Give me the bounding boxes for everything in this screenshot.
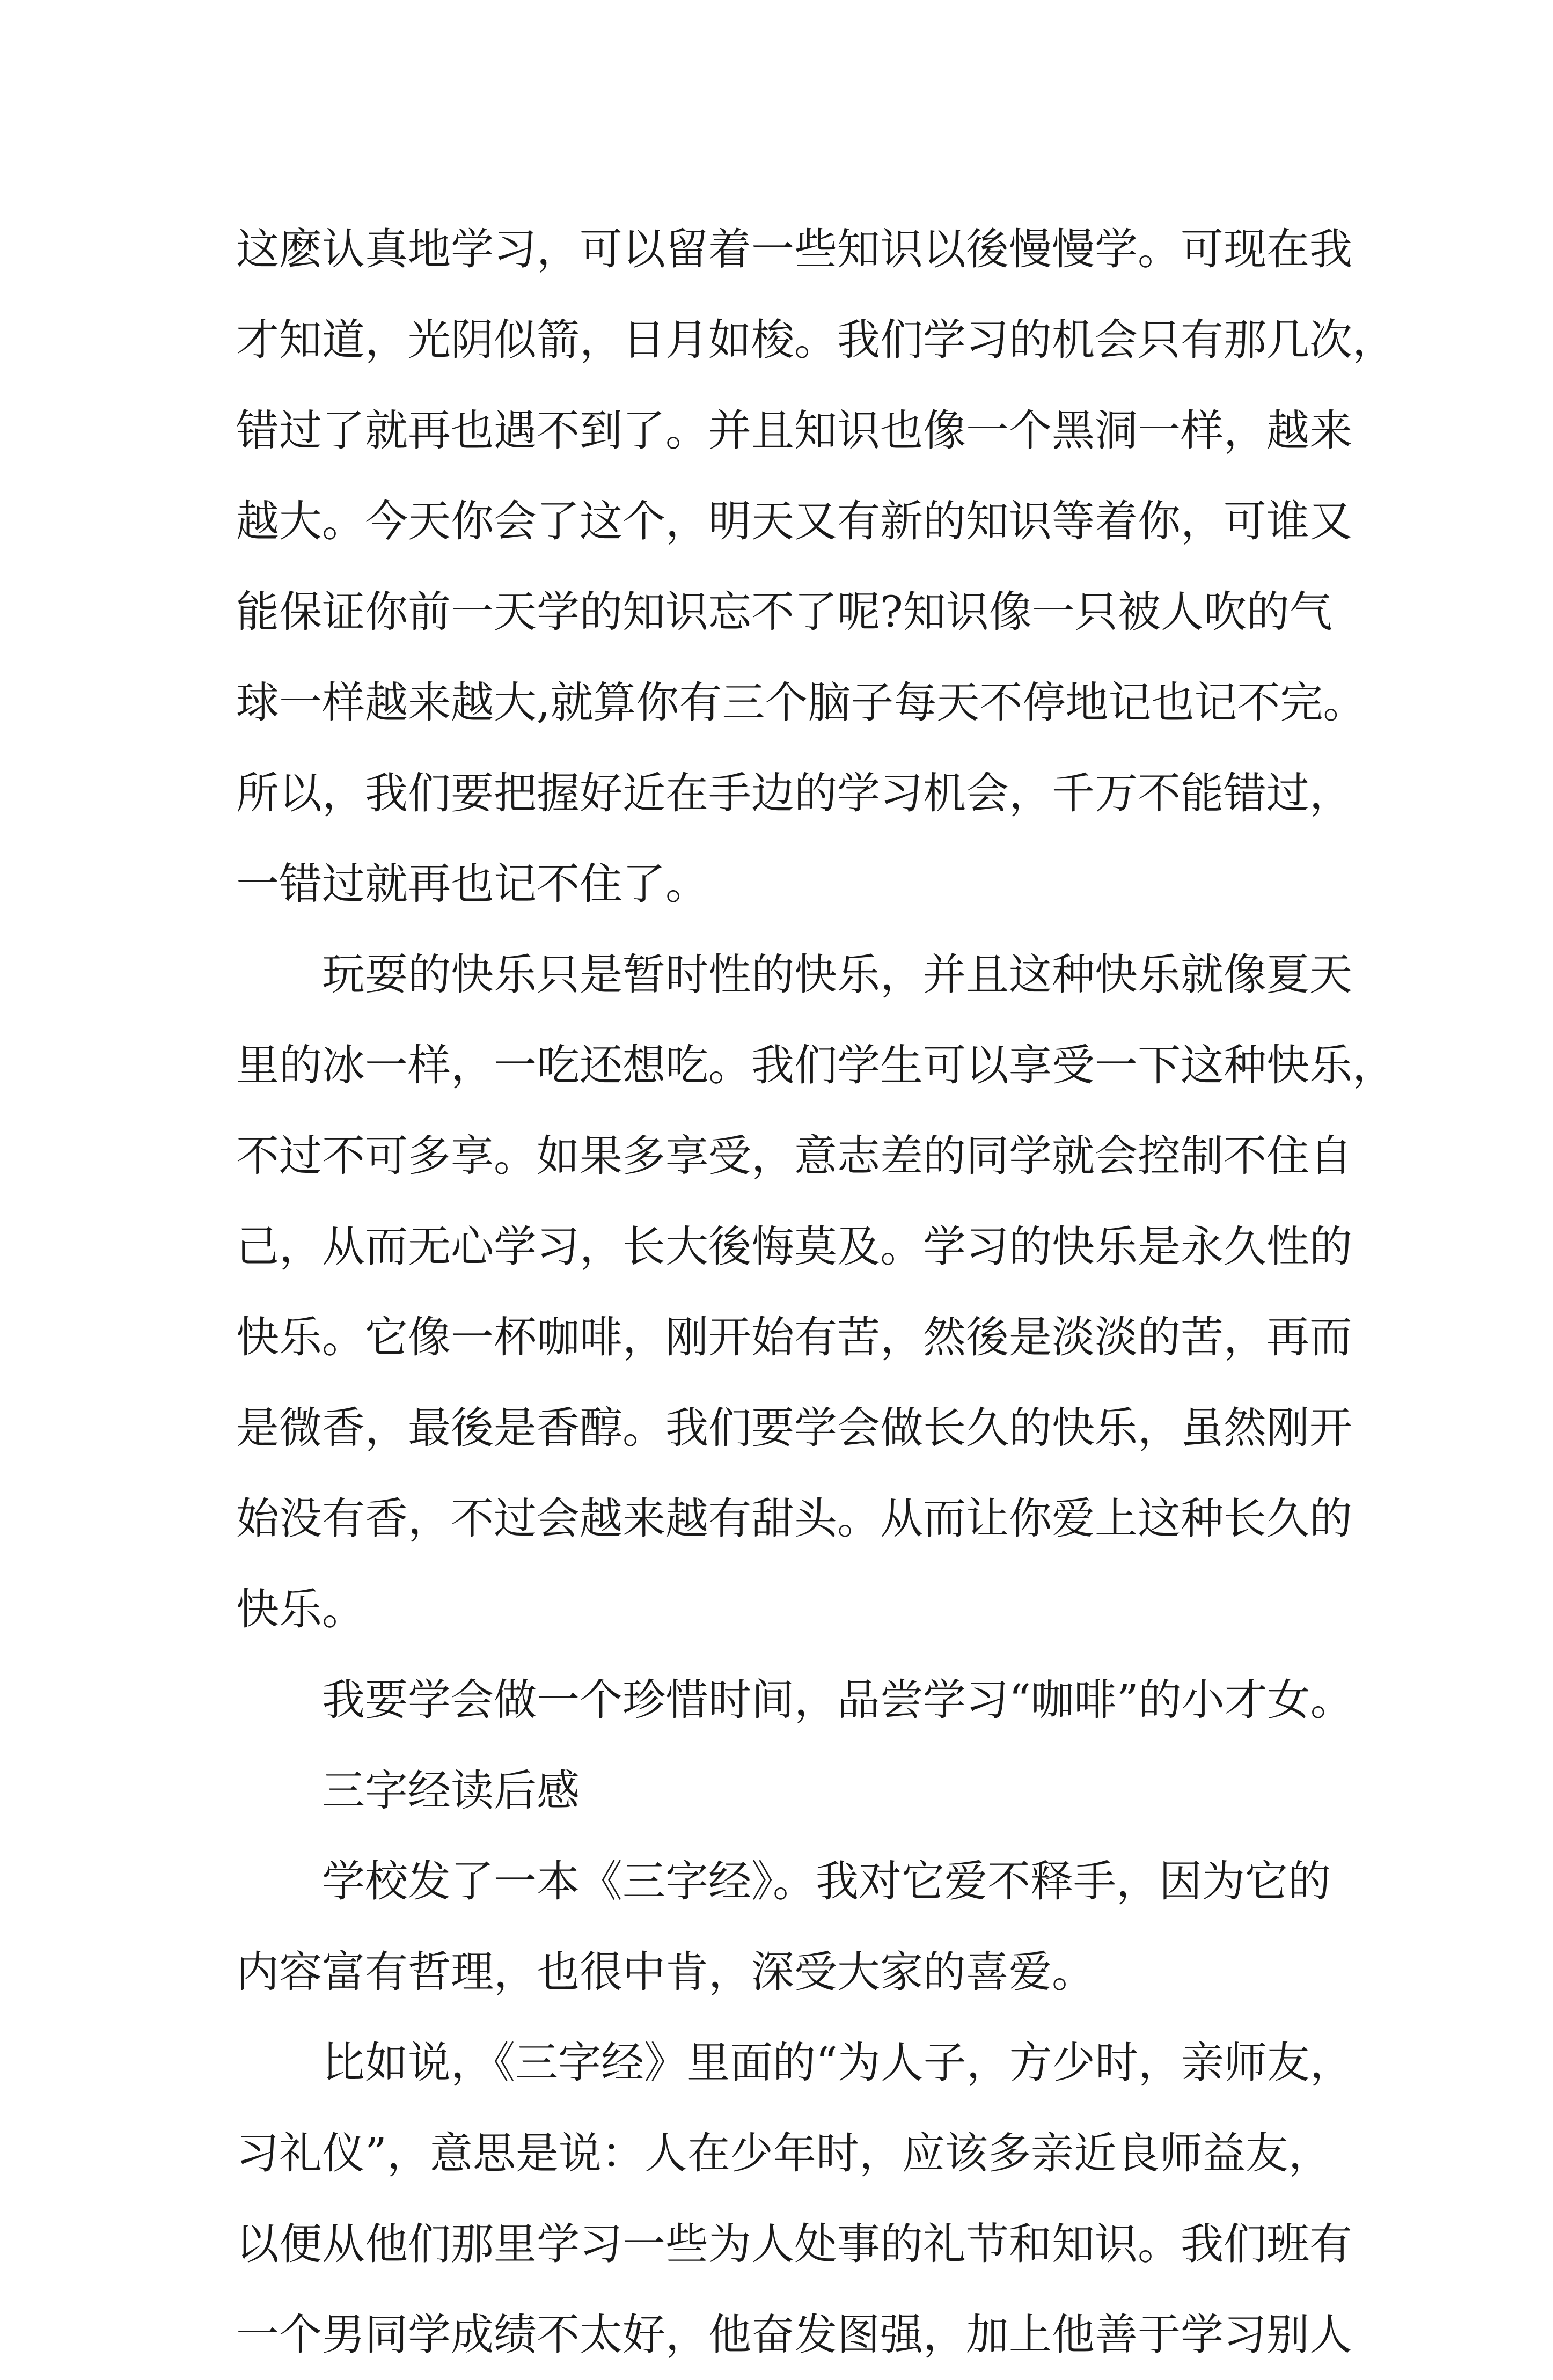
section-title: 三字经读后感 bbox=[322, 1766, 580, 1816]
text-line: 球一样越来越大,就算你有三个脑子每天不停地记也记不完。 bbox=[236, 678, 1366, 728]
text-line: 习礼仪”，意思是说：人在少年时，应该多亲近良师益友， bbox=[236, 2128, 1331, 2178]
text-line: 不过不可多享。如果多享受，意志差的同学就会控制不住自 bbox=[236, 1131, 1352, 1181]
text-line: 内容富有哲理，也很中肯，深受大家的喜爱。 bbox=[236, 1947, 1095, 1997]
paragraph-start-line: 比如说，《三字经》里面的“为人子，方少时，亲师友， bbox=[322, 2038, 1353, 2088]
text-line: 越大。今天你会了这个，明天又有新的知识等着你，可谁又 bbox=[236, 496, 1352, 546]
paragraph-start-line: 玩耍的快乐只是暂时性的快乐，并且这种快乐就像夏天 bbox=[322, 950, 1352, 1000]
paragraph-start-line: 我要学会做一个珍惜时间，品尝学习“咖啡”的小才女。 bbox=[322, 1675, 1353, 1725]
text-line: 所以，我们要把握好近在手边的学习机会，千万不能错过， bbox=[236, 768, 1352, 818]
text-line: 是微香，最後是香醇。我们要学会做长久的快乐，虽然刚开 bbox=[236, 1403, 1352, 1453]
text-line: 能保证你前一天学的知识忘不了呢?知识像一只被人吹的气 bbox=[236, 587, 1332, 637]
text-line: 以便从他们那里学习一些为人处事的礼节和知识。我们班有 bbox=[236, 2219, 1352, 2269]
text-line: 这麽认真地学习，可以留着一些知识以後慢慢学。可现在我 bbox=[236, 224, 1352, 274]
text-line: 快乐。 bbox=[236, 1584, 365, 1634]
text-line: 一个男同学成绩不太好，他奋发图强，加上他善于学习别人 bbox=[236, 2310, 1352, 2360]
text-line: 己，从而无心学习，长大後悔莫及。学习的快乐是永久性的 bbox=[236, 1222, 1352, 1272]
text-line: 始没有香，不过会越来越有甜头。从而让你爱上这种长久的 bbox=[236, 1494, 1352, 1544]
text-line: 一错过就再也记不住了。 bbox=[236, 859, 708, 909]
text-line: 错过了就再也遇不到了。并且知识也像一个黑洞一样，越来 bbox=[236, 406, 1352, 456]
text-line: 快乐。它像一杯咖啡，刚开始有苦，然後是淡淡的苦，再而 bbox=[236, 1312, 1352, 1362]
text-line: 里的冰一样，一吃还想吃。我们学生可以享受一下这种快乐， bbox=[236, 1040, 1395, 1090]
document-body bbox=[236, 204, 1395, 2380]
paragraph-start-line: 学校发了一本《三字经》。我对它爱不释手，因为它的 bbox=[322, 1856, 1331, 1906]
text-line: 才知道，光阴似箭，日月如梭。我们学习的机会只有那几次， bbox=[236, 315, 1395, 365]
